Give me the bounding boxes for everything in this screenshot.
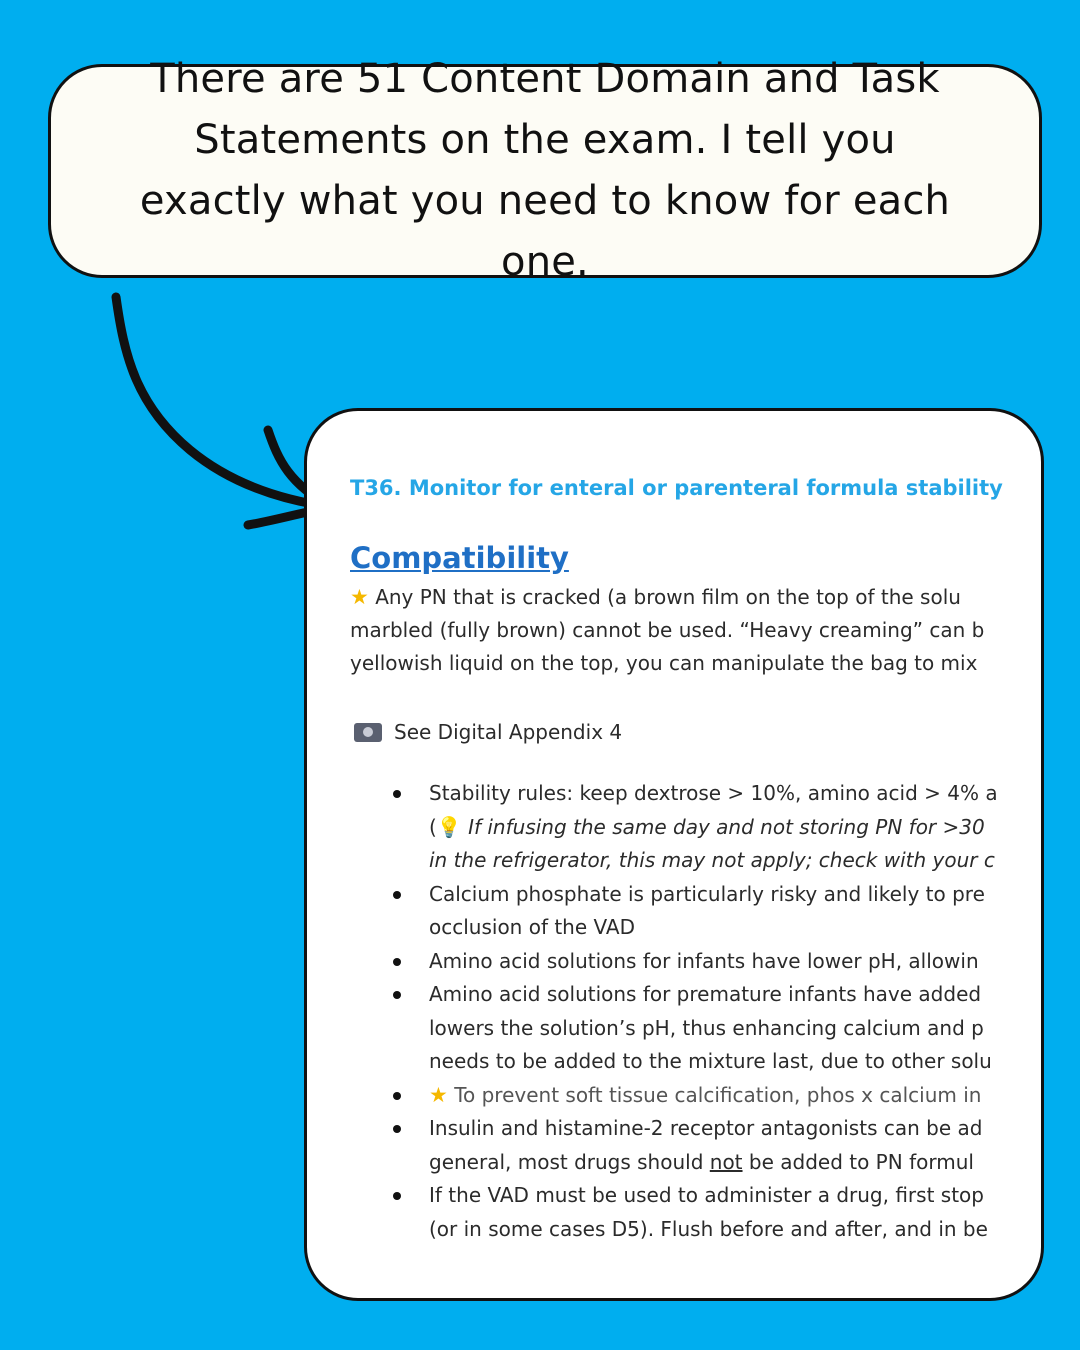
appendix-link[interactable]: See Digital Appendix 4 xyxy=(394,720,623,744)
list-item: If the VAD must be used to administer a drug, first stop (or in some cases D5). Flush before and after, and in be xyxy=(350,1179,1044,1246)
star-icon: ★ xyxy=(429,1082,448,1107)
list-item: Amino acid solutions for infants have lower pH, allowin xyxy=(350,945,1044,979)
list-item: ★ To prevent soft tissue calcification, phos x calcium in xyxy=(350,1079,1044,1113)
list-item: Amino acid solutions for premature infants have added lowers the solution’s pH, thus enhancing calcium and p needs to be added to the mixture last, due to other solu xyxy=(350,978,1044,1079)
list-item: Insulin and histamine-2 receptor antagonists can be ad general, most drugs should not be added to PN formul xyxy=(350,1112,1044,1179)
document-preview xyxy=(304,408,1044,1301)
task-title: T36. Monitor for enteral or parenteral formula stability xyxy=(350,476,1003,500)
lightbulb-icon: 💡 xyxy=(436,814,462,839)
intro-line-2: marbled (fully brown) cannot be used. “Heavy creaming” can b xyxy=(350,618,985,642)
intro-paragraph xyxy=(350,581,1044,680)
camera-icon xyxy=(354,723,382,742)
section-heading-compatibility[interactable]: Compatibility xyxy=(350,541,569,575)
appendix-reference xyxy=(350,716,1044,749)
document-content xyxy=(350,475,1044,1246)
callout-text: There are 51 Content Domain and Task Statements on the exam. I tell you exactly what you need to know for each one. xyxy=(139,56,951,285)
list-item: Stability rules: keep dextrose > 10%, amino acid > 4% a (💡 If infusing the same day and not storing PN for >30 in the refrigerator, this may not apply; check with your c xyxy=(350,777,1044,878)
intro-line-3: yellowish liquid on the top, you can manipulate the bag to mix xyxy=(350,651,978,675)
callout-bubble xyxy=(48,56,1042,285)
intro-line-1: ★ Any PN that is cracked (a brown film on the top of the solu xyxy=(350,585,961,609)
list-item: Calcium phosphate is particularly risky and likely to pre occlusion of the VAD xyxy=(350,878,1044,945)
star-icon: ★ xyxy=(350,585,369,609)
stability-bullet-list xyxy=(350,777,1044,1246)
